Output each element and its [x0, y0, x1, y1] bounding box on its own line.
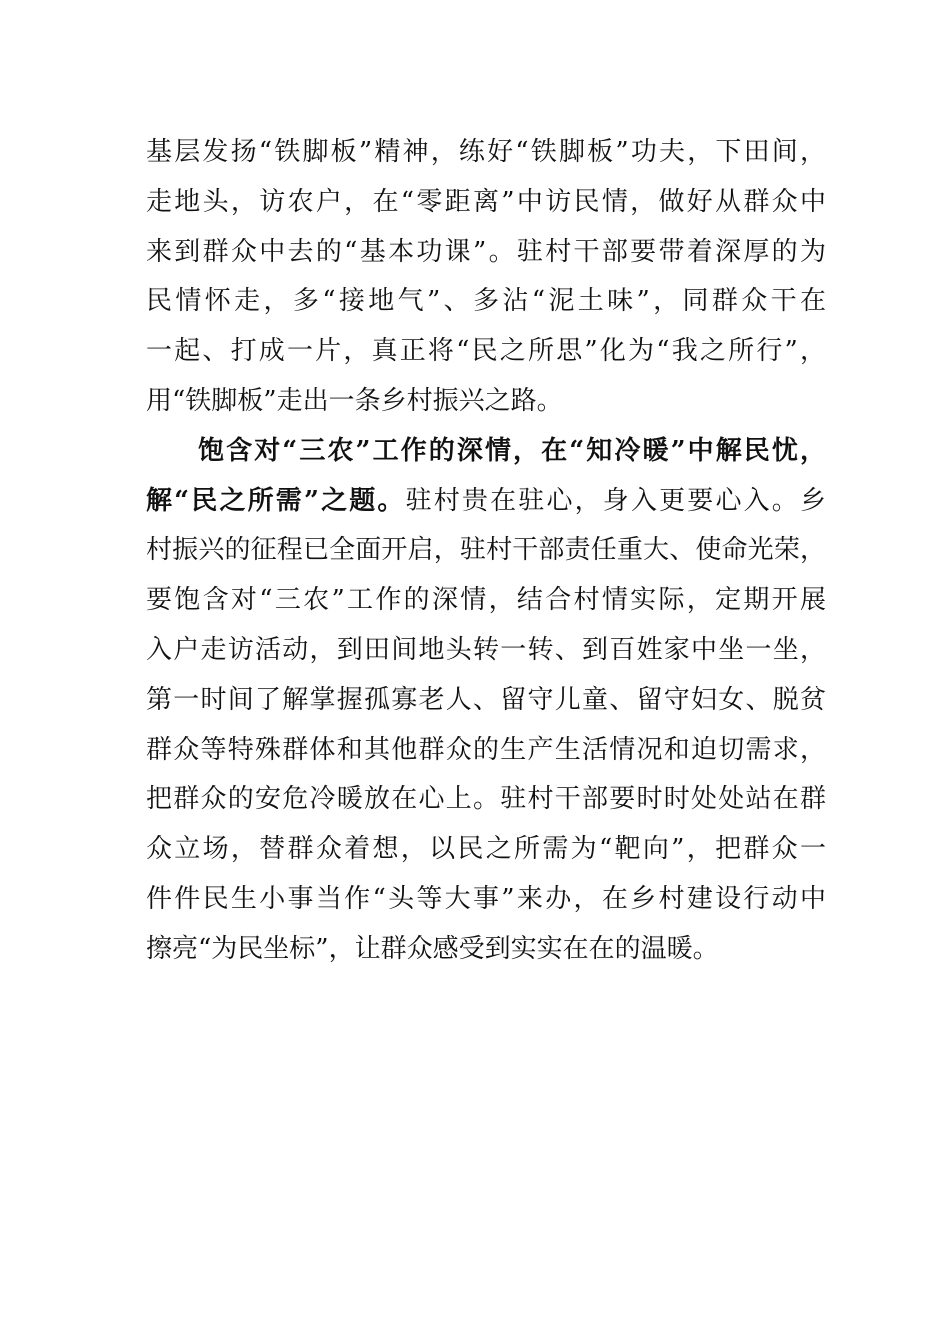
paragraph2-line: 件件民生小事当作“头等大事”来办，在乡村建设行动中: [146, 883, 826, 914]
paragraph2-heading-end: 解“民之所需”之题。: [146, 485, 406, 516]
paragraph2-line: 村振兴的征程已全面开启，驻村干部责任重大、使命光荣，: [146, 535, 826, 566]
paragraph1-line: 基层发扬“铁脚板”精神，练好“铁脚板”功夫，下田间，: [146, 137, 826, 167]
paragraph2-line: [146, 477, 826, 527]
paragraph1-line: 一起、打成一片，真正将“民之所思”化为“我之所行”，: [146, 336, 826, 367]
paragraph2-line-text: 驻村贵在驻心，身入更要心入。乡: [405, 485, 826, 516]
paragraph2-line: 擦亮“为民坐标”，让群众感受到实实在在的温暖。: [146, 933, 719, 964]
paragraph1-line: 用“铁脚板”走出一条乡村振兴之路。: [146, 385, 563, 416]
paragraph2-line: 把群众的安危冷暖放在心上。驻村干部要时时处处站在群: [146, 784, 826, 815]
paragraph2-heading: 饱含对“三农”工作的深情，在“知冷暖”中解民忧，: [198, 435, 826, 466]
paragraph2-line: 要饱含对“三农”工作的深情，结合村情实际，定期开展: [146, 585, 826, 616]
paragraph2-line: 第一时间了解掌握孤寡老人、留守儿童、留守妇女、脱贫: [146, 684, 826, 715]
paragraph1-line: 走地头，访农户，在“零距离”中访民情，做好从群众中: [146, 186, 826, 217]
paragraph1-line: 民情怀走，多“接地气”、多沾“泥土味”，同群众干在: [146, 286, 826, 317]
paragraph2-line: 群众等特殊群体和其他群众的生产生活情况和迫切需求，: [146, 734, 826, 765]
paragraph1-line: 来到群众中去的“基本功课”。驻村干部要带着深厚的为: [146, 236, 826, 267]
document-body: [146, 128, 826, 975]
paragraph2-line: 入户走访活动，到田间地头转一转、到百姓家中坐一坐，: [146, 634, 826, 665]
paragraph2-line: 众立场，替群众着想，以民之所需为“靶向”，把群众一: [146, 834, 826, 865]
